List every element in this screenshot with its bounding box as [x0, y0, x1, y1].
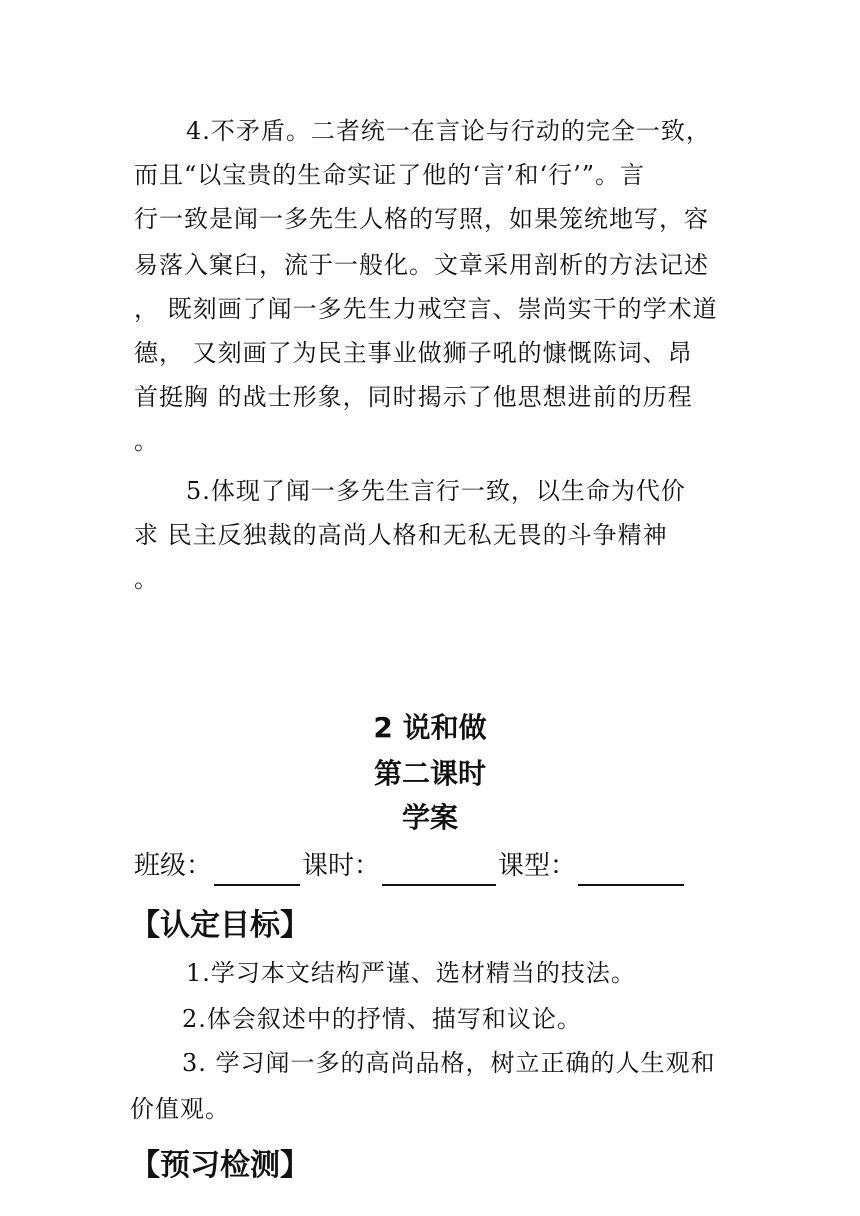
kind-title: 学案	[401, 801, 458, 834]
goals-heading: 【认定目标】	[130, 908, 310, 943]
goal-item-3: 3. 学习闻一多的高尚品格，树立正确的人生观和	[182, 1049, 716, 1077]
class-blank[interactable]	[214, 854, 300, 886]
period-blank[interactable]	[382, 854, 496, 886]
lesson-title: 2 说和做	[373, 711, 487, 744]
paragraph-5-line-1: 5.体现了闻一多先生言行一致，以生命为代价	[186, 477, 686, 505]
preview-heading: 【预习检测】	[130, 1148, 310, 1183]
meta-line	[134, 846, 686, 886]
goal-item-2: 2.体会叙述中的抒情、描写和议论。	[182, 1005, 582, 1033]
paragraph-4-line-3: 行一致是闻一多先生人格的写照，如果笼统地写，容	[134, 205, 709, 233]
paragraph-4-line-6: 德， 又刻画了为民主事业做狮子吼的慷慨陈词、昂	[134, 339, 693, 367]
goal-item-3-continued: 价值观。	[130, 1095, 230, 1123]
type-label: 课型：	[498, 851, 577, 881]
paragraph-5-line-2: 求 民主反独裁的高尚人格和无私无畏的斗争精神	[134, 521, 668, 549]
paragraph-4-line-1: 4.不矛盾。二者统一在言论与行动的完全一致，	[186, 117, 711, 145]
class-label: 班级：	[134, 851, 213, 881]
paragraph-4-line-8: 。	[134, 427, 159, 455]
paragraph-4-line-4: 易落入窠臼，流于一般化。文章采用剖析的方法记述	[134, 251, 709, 279]
period-title: 第二课时	[373, 757, 486, 790]
type-blank[interactable]	[578, 854, 684, 886]
paragraph-4-line-7: 首挺胸 的战士形象，同时揭示了他思想进前的历程	[134, 383, 693, 411]
paragraph-5-line-3: 。	[134, 565, 159, 593]
goal-item-1: 1.学习本文结构严谨、选材精当的技法。	[186, 959, 636, 987]
paragraph-4-line-5: ， 既刻画了闻一多先生力戒空言、崇尚实干的学术道	[134, 295, 718, 323]
paragraph-4-line-2: 而且“以宝贵的生命实证了他的‘言’和‘行’”。言	[134, 161, 646, 189]
period-label: 课时：	[302, 851, 381, 881]
